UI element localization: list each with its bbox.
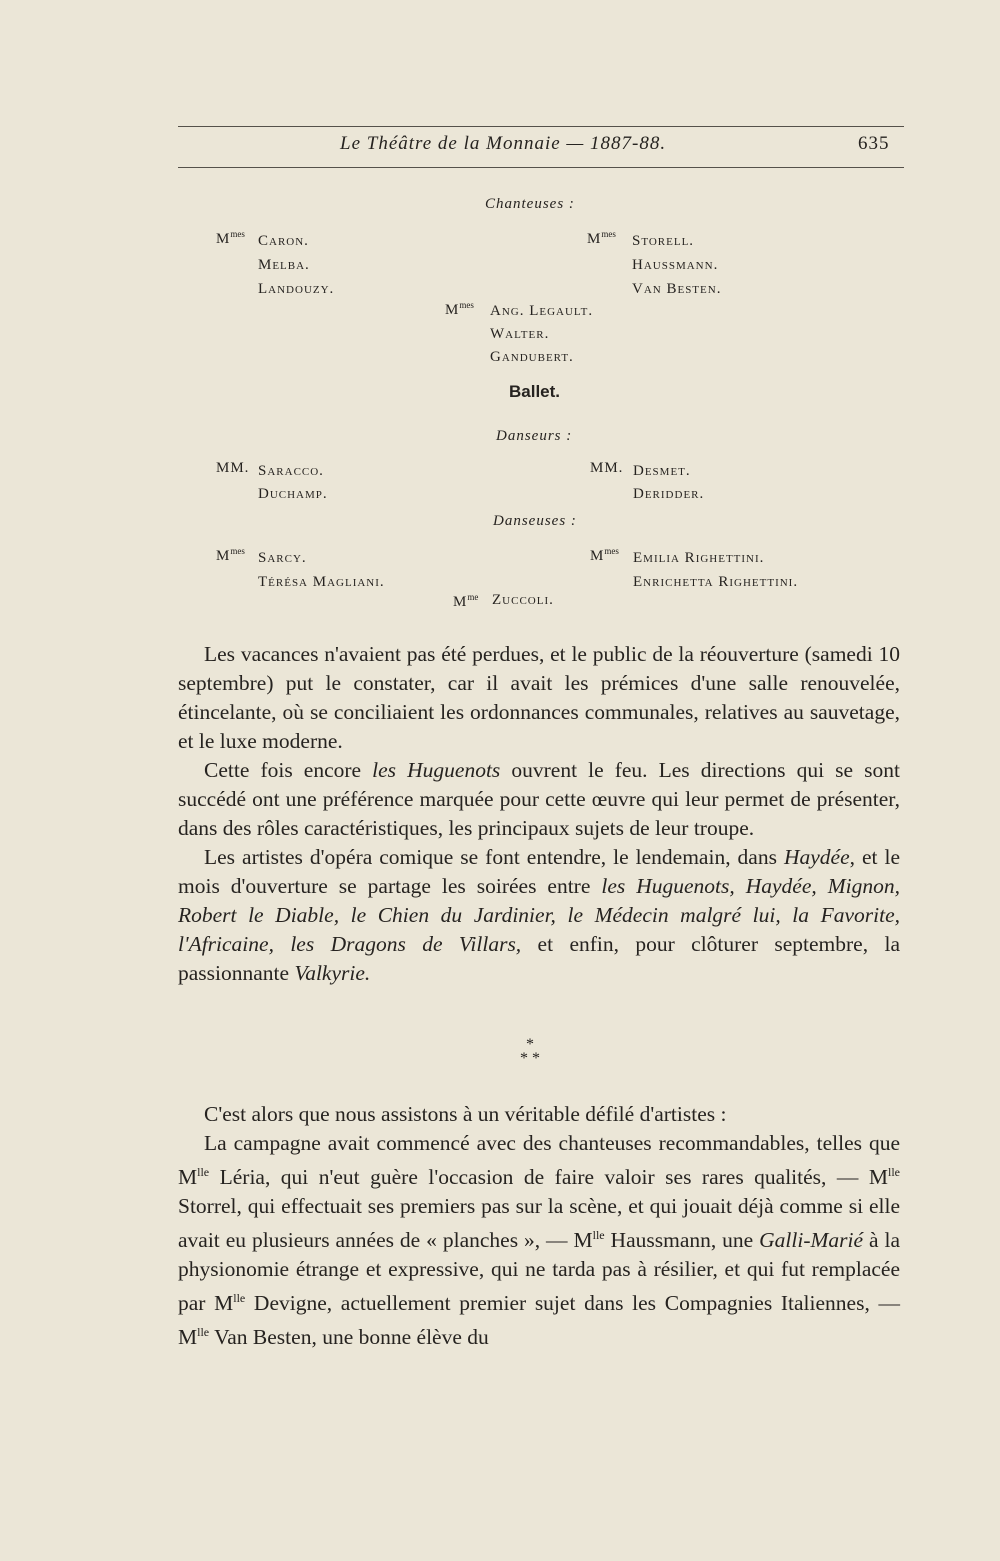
- cast-name: Melba.: [258, 257, 310, 273]
- page-number: 635: [858, 133, 890, 154]
- cast-name: Desmet.: [633, 463, 691, 479]
- body-section-2: [178, 1100, 900, 1352]
- cast-name: Ang. Legault.: [490, 303, 594, 319]
- danseurs-left-names: [258, 460, 328, 506]
- paragraph: La campagne avait commencé avec des chanteuses recommandables, telles que $M^{lle}$ Léria, qui n'eut guère l'occasion de faire valoir ses rares qualités, — $M^{lle}$ Storrel, qui effectuait ses premiers pas sur la scène, et qui jouait déjà comme si elle avait eu plusieurs années de « planches », — $M^{lle}$ Haussmann, une Galli-Marié à la physionomie étrange et expressive, qui ne tarda pas à résilier, et qui fut remplacée par $M^{lle}$ Devigne, actuellement premier sujet dans les Compagnies Italiennes, — $M^{lle}$ Van Besten, une bonne élève du: [178, 1131, 900, 1349]
- chanteuses-label: Chanteuses :: [485, 196, 575, 212]
- cast-name: Storell.: [632, 233, 695, 249]
- cast-name: Duchamp.: [258, 486, 328, 502]
- chanteuses-right-names: [632, 229, 721, 301]
- chanteuses-right-prefix: $M^{mes}$: [587, 229, 616, 247]
- danseurs-label: Danseurs :: [496, 428, 573, 444]
- danseuses-right-names: [633, 546, 798, 594]
- body-section-1: [178, 640, 900, 988]
- danseurs-right-names: [633, 460, 704, 506]
- header-bottom-rule: [178, 167, 904, 168]
- danseuses-left-names: [258, 546, 385, 594]
- running-title: Le Théâtre de la Monnaie — 1887-88.: [340, 133, 667, 154]
- danseuses-center-prefix: $M^{me}$: [453, 592, 479, 610]
- cast-name: Walter.: [490, 326, 550, 342]
- chanteuses-left-names: [258, 229, 334, 301]
- danseuses-center-names: [492, 592, 554, 609]
- danseurs-right-prefix: MM.: [590, 460, 624, 476]
- cast-name: Van Besten.: [632, 281, 722, 297]
- cast-name: Zuccoli.: [492, 592, 554, 608]
- paragraph: Cette fois encore les Huguenots ouvrent le feu. Les directions qui se sont succédé ont une préférence marquée pour cette œuvre qui leur permet de présenter, dans des rôles caractéristiques, les principaux sujets de leur troupe.: [178, 758, 900, 840]
- cast-name: Saracco.: [258, 463, 324, 479]
- paragraph: Les vacances n'avaient pas été perdues, et le public de la réouverture (samedi 10 septembre) put le constater, car il avait les prémices d'une salle renouvelée, étincelante, où se conciliaient les ordonnances communales, relatives au sauvetage, et le luxe moderne.: [178, 642, 900, 753]
- paragraph: Les artistes d'opéra comique se font entendre, le lendemain, dans Haydée, et le mois d'ouverture se partage les soirées entre les Huguenots, Haydée, Mignon, Robert le Diable, le Chien du Jardinier, le Médecin malgré lui, la Favorite, l'Africaine, les Dragons de Villars, et enfin, pour clôturer septembre, la passionnante Valkyrie.: [178, 845, 900, 985]
- chanteuses-center-names: [490, 300, 593, 369]
- danseuses-right-prefix: $M^{mes}$: [590, 546, 619, 564]
- paragraph: C'est alors que nous assistons à un véritable défilé d'artistes :: [204, 1102, 727, 1126]
- chanteuses-left-prefix: $M^{mes}$: [216, 229, 245, 247]
- cast-name: Enrichetta Righettini.: [633, 574, 799, 590]
- cast-name: Térésa Magliani.: [258, 574, 385, 590]
- ballet-heading: Ballet.: [509, 382, 561, 401]
- cast-name: Caron.: [258, 233, 309, 249]
- chanteuses-center-prefix: $M^{mes}$: [445, 300, 474, 318]
- cast-name: Gandubert.: [490, 349, 574, 365]
- section-separator-stars: * * *: [520, 1036, 540, 1067]
- cast-name: Deridder.: [633, 486, 705, 502]
- cast-name: Haussmann.: [632, 257, 719, 273]
- cast-name: Landouzy.: [258, 281, 335, 297]
- cast-name: Emilia Righettini.: [633, 550, 765, 566]
- danseuses-left-prefix: $M^{mes}$: [216, 546, 245, 564]
- danseuses-label: Danseuses :: [493, 513, 577, 529]
- cast-name: Sarcy.: [258, 550, 307, 566]
- danseurs-left-prefix: MM.: [216, 460, 250, 476]
- header-top-rule: [178, 126, 904, 127]
